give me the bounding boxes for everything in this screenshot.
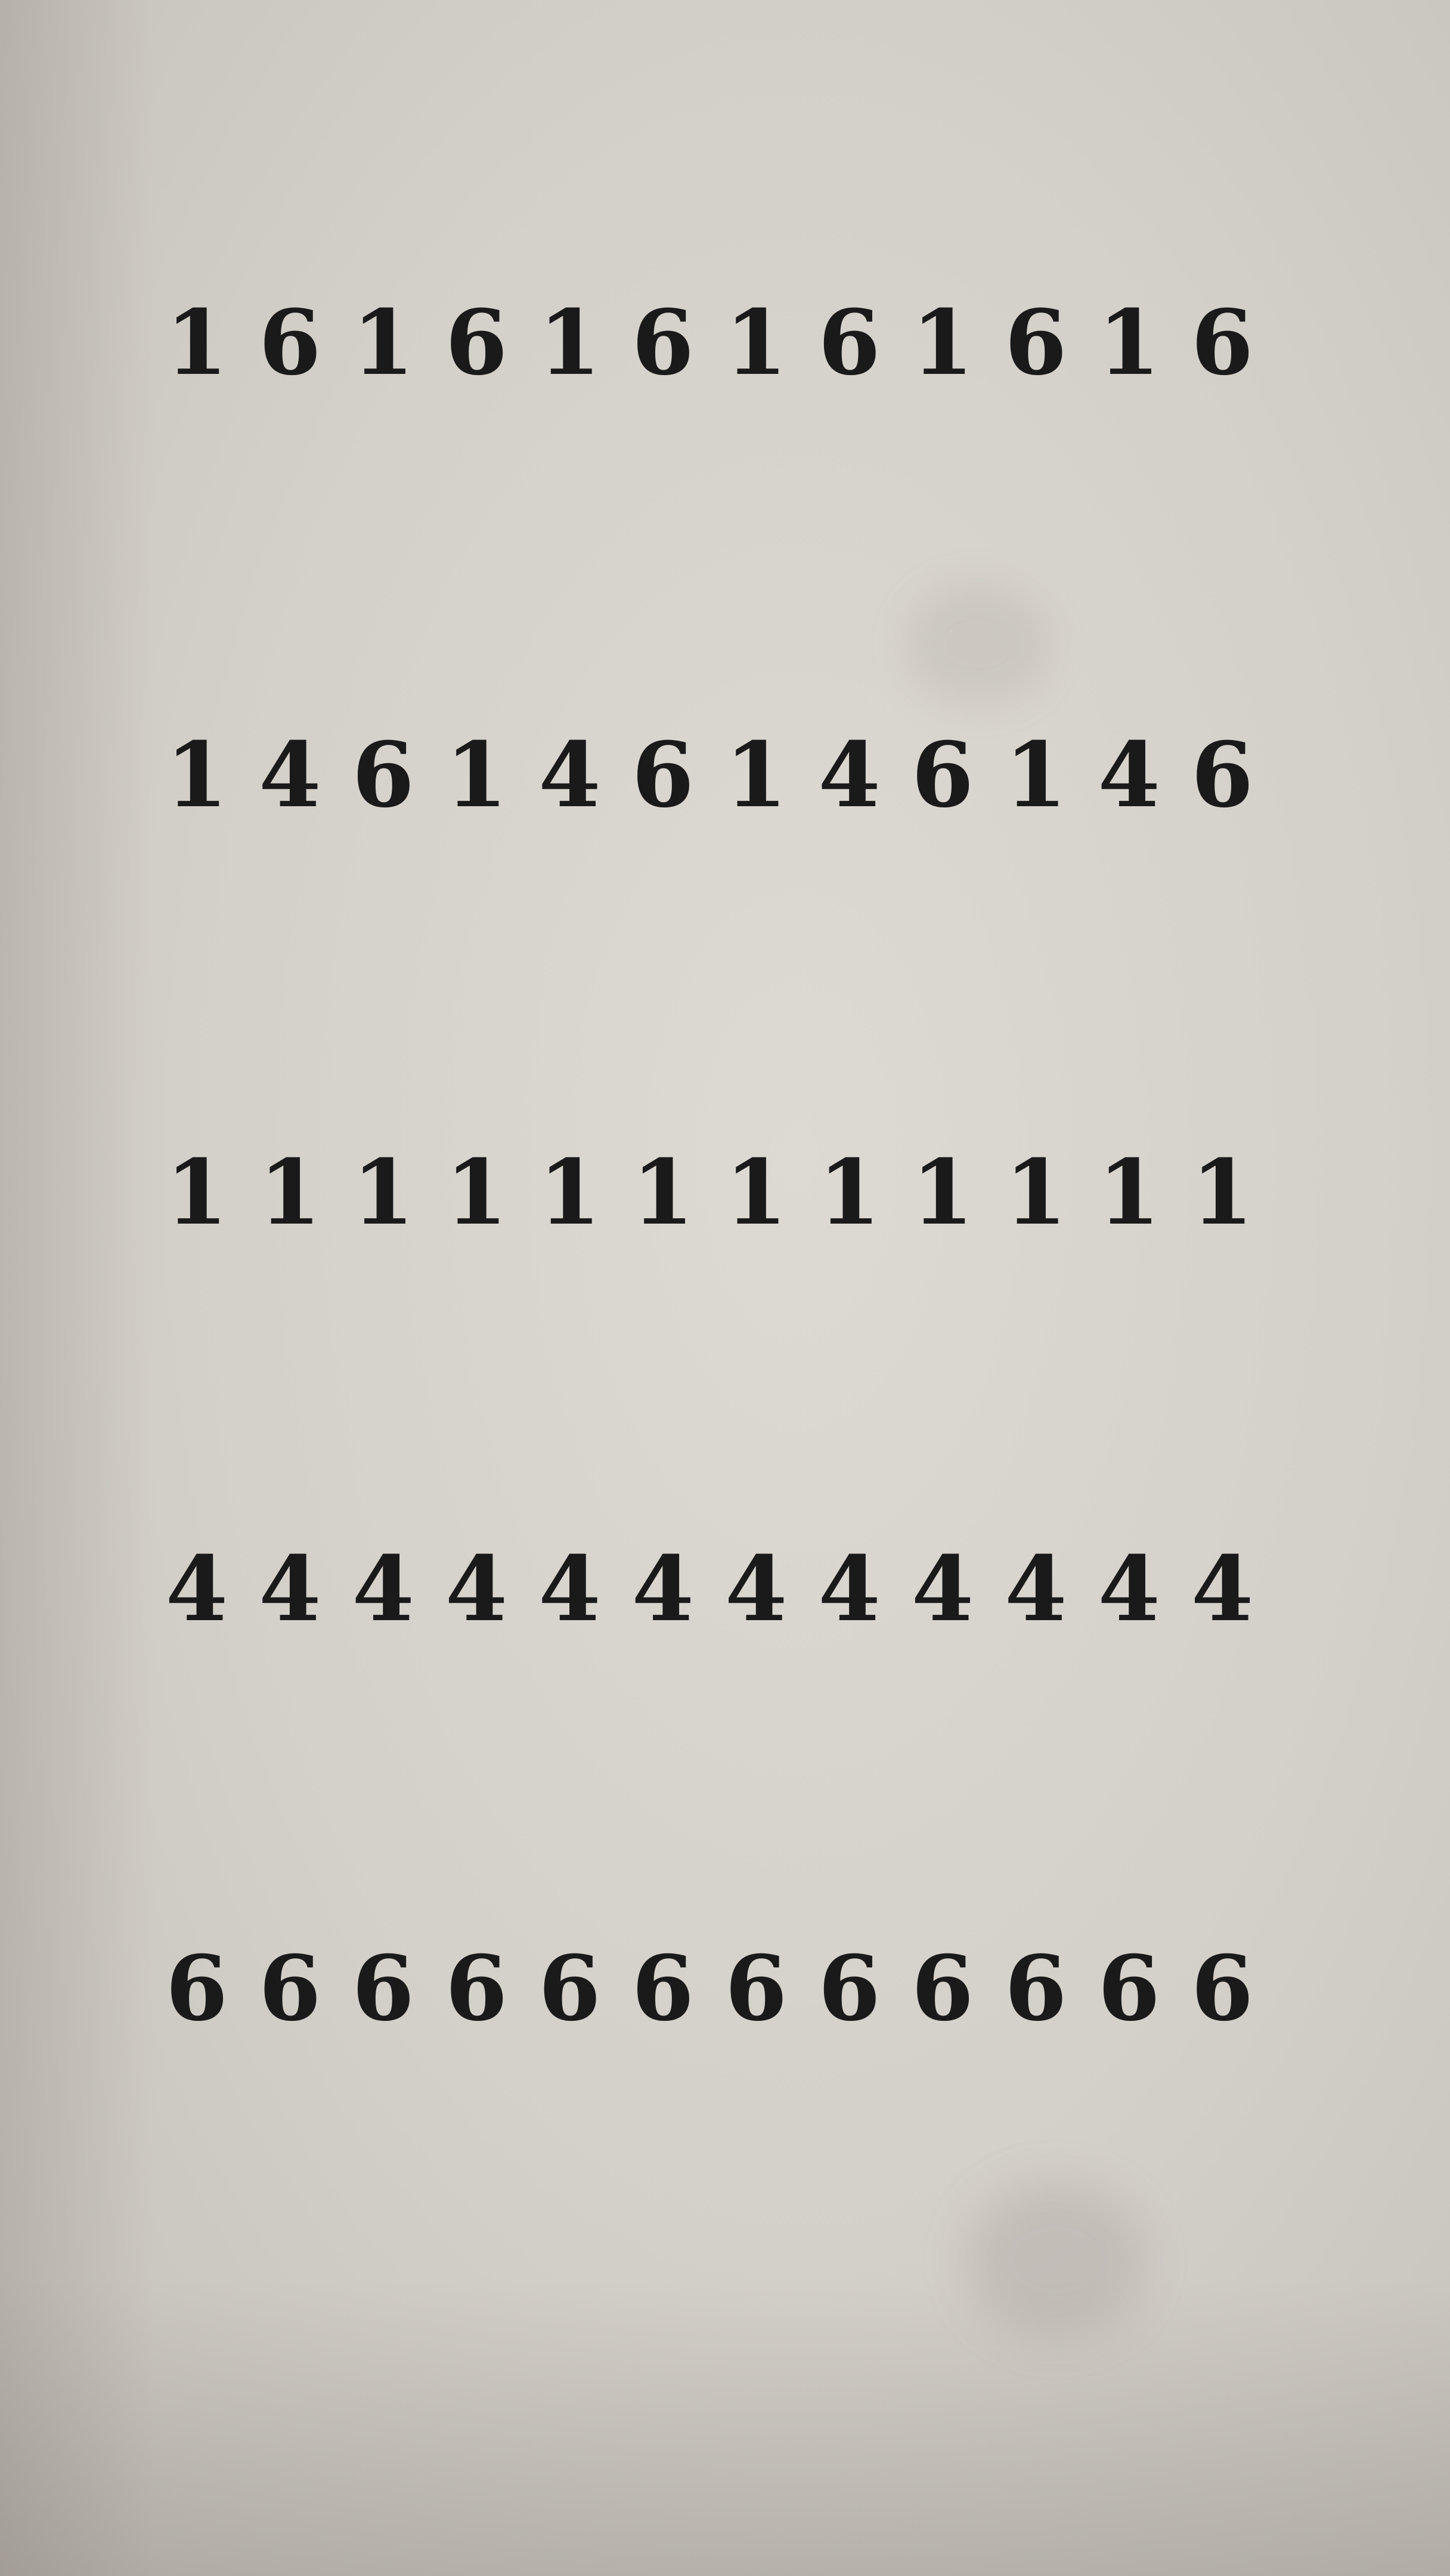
bottom-shadow	[0, 2278, 1450, 2576]
digit-row-4: 444444444444	[165, 1537, 1285, 1642]
digit-row-2: 146146146146	[165, 723, 1285, 828]
digit-row-1: 161616161616	[165, 290, 1285, 395]
paper-smudge	[966, 2182, 1145, 2337]
digit-row-3: 111111111111	[165, 1140, 1285, 1245]
digit-row-5: 666666666666	[165, 1936, 1285, 2041]
paper-smudge	[906, 584, 1049, 704]
